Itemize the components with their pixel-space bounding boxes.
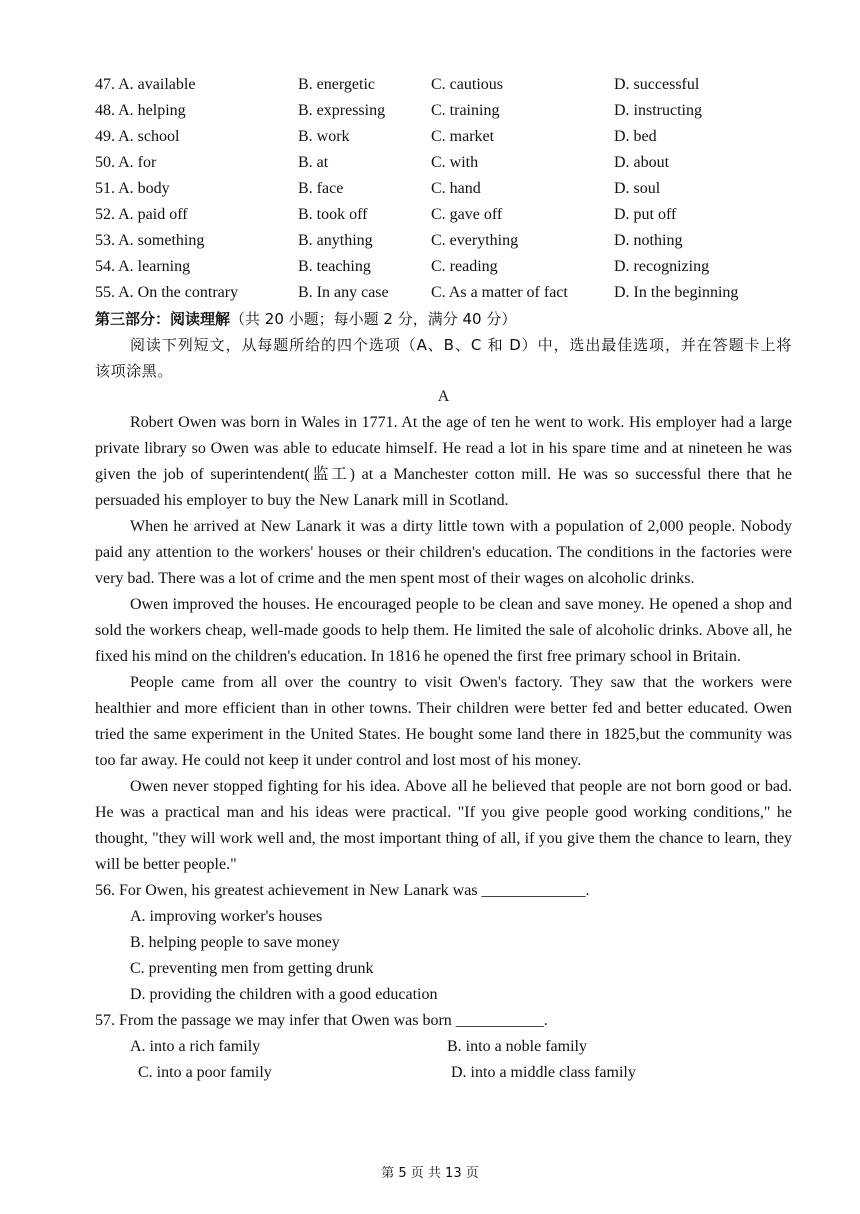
option-a: 54. A. learning	[95, 258, 191, 275]
option-c: C. market	[431, 128, 495, 145]
option-d: D. bed	[614, 128, 657, 145]
option-b: B. teaching	[298, 258, 371, 275]
option-a: 49. A. school	[95, 128, 180, 145]
option-d: D. In the beginning	[614, 284, 739, 301]
option-row-50	[95, 150, 792, 176]
question-56-stem: 56. For Owen, his greatest achievement in New Lanark was _____________.	[95, 882, 590, 899]
option-d: D. recognizing	[614, 258, 710, 275]
option-row-49	[95, 124, 792, 150]
question-57-row-1	[95, 1034, 792, 1060]
passage-label: A	[437, 388, 450, 405]
option-c: C. cautious	[431, 76, 503, 93]
passage-paragraph: Robert Owen was born in Wales in 1771. At the age of ten he went to work. His employer had a large private library so Owen was able to educate himself. He read a lot in his spare time and at nineteen he was given the job of superintendent(监工) at a Manchester cotton mill. He was so successful there that he persuaded his employer to buy the New Lanark mill in Scotland.	[95, 414, 792, 509]
option-c: C. everything	[431, 232, 519, 249]
option-row-48	[95, 98, 792, 124]
option-a: 53. A. something	[95, 232, 205, 249]
option-d: D. instructing	[614, 102, 702, 119]
option-c: C. with	[431, 154, 479, 171]
option-row-47	[95, 72, 792, 98]
question-56-choice-c: C. preventing men from getting drunk	[130, 960, 374, 977]
option-a: 55. A. On the contrary	[95, 284, 239, 301]
question-57-choice-a: A. into a rich family	[130, 1038, 261, 1055]
question-57-choice-c: C. into a poor family	[138, 1064, 272, 1081]
passage-paragraph: Owen never stopped fighting for his idea. Above all he believed that people are not born good or bad. He was a practical man and his ideas were practical. "If you give people good working conditions," he thought, "they will work well and, the most important thing of all, if you give them the chance to learn, they will be better people."	[95, 778, 792, 873]
option-b: B. at	[298, 154, 329, 171]
option-b: B. took off	[298, 206, 368, 223]
option-row-53	[95, 228, 792, 254]
option-b: B. In any case	[298, 284, 389, 301]
option-d: D. put off	[614, 206, 677, 223]
option-b: B. expressing	[298, 102, 386, 119]
option-b: B. face	[298, 180, 344, 197]
option-d: D. successful	[614, 76, 700, 93]
question-57-choice-b: B. into a noble family	[447, 1038, 587, 1055]
page-footer: 第 5 页 共 13 页	[381, 1166, 479, 1181]
section-heading	[95, 306, 792, 332]
option-c: C. hand	[431, 180, 481, 197]
section-title: 第三部分：阅读理解	[95, 310, 231, 328]
question-57-choice-d: D. into a middle class family	[451, 1064, 636, 1081]
option-c: C. As a matter of fact	[431, 284, 568, 301]
option-row-55	[95, 280, 792, 306]
section-instructions: 阅读下列短文，从每题所给的四个选项（A、B、C 和 D）中，选出最佳选项，并在答题卡上将该项涂黑。	[95, 336, 792, 380]
option-a: 51. A. body	[95, 180, 170, 197]
question-57-stem: 57. From the passage we may infer that Owen was born ___________.	[95, 1012, 548, 1029]
option-c: C. gave off	[431, 206, 503, 223]
option-a: 52. A. paid off	[95, 206, 188, 223]
exam-page	[95, 72, 792, 1086]
option-d: D. about	[614, 154, 670, 171]
option-a: 47. A. available	[95, 76, 196, 93]
option-a: 48. A. helping	[95, 102, 186, 119]
passage-paragraph: Owen improved the houses. He encouraged people to be clean and save money. He opened a shop and sold the workers cheap, well-made goods to help them. He limited the sale of alcoholic drinks. Above all, he fixed his mind on the children's education. In 1816 he opened the first free primary school in Britain.	[95, 596, 792, 665]
question-57-row-2	[95, 1060, 792, 1086]
section-scoring: （共 20 小题；每小题 2 分，满分 40 分）	[230, 310, 517, 328]
option-c: C. reading	[431, 258, 498, 275]
option-c: C. training	[431, 102, 500, 119]
option-d: D. nothing	[614, 232, 683, 249]
passage-paragraph: People came from all over the country to visit Owen's factory. They saw that the workers were healthier and more efficient than in other towns. Their children were better fed and better educated. Owen tried the same experiment in the United States. He bought some land there in 1825,but the community was too far away. He could not keep it under control and lost most of his money.	[95, 674, 792, 769]
cloze-options	[95, 72, 792, 306]
question-56-choice-a: A. improving worker's houses	[130, 908, 323, 925]
option-d: D. soul	[614, 180, 661, 197]
option-b: B. energetic	[298, 76, 376, 93]
option-row-52	[95, 202, 792, 228]
option-b: B. work	[298, 128, 350, 145]
option-row-51	[95, 176, 792, 202]
question-56-choice-d: D. providing the children with a good education	[130, 986, 438, 1003]
option-a: 50. A. for	[95, 154, 157, 171]
passage-paragraph: When he arrived at New Lanark it was a dirty little town with a population of 2,000 people. Nobody paid any attention to the workers' houses or their children's education. The conditions in the factories were very bad. There was a lot of crime and the men spent most of their wages on alcoholic drinks.	[95, 518, 792, 587]
option-b: B. anything	[298, 232, 373, 249]
option-row-54	[95, 254, 792, 280]
question-56-choice-b: B. helping people to save money	[130, 934, 340, 951]
